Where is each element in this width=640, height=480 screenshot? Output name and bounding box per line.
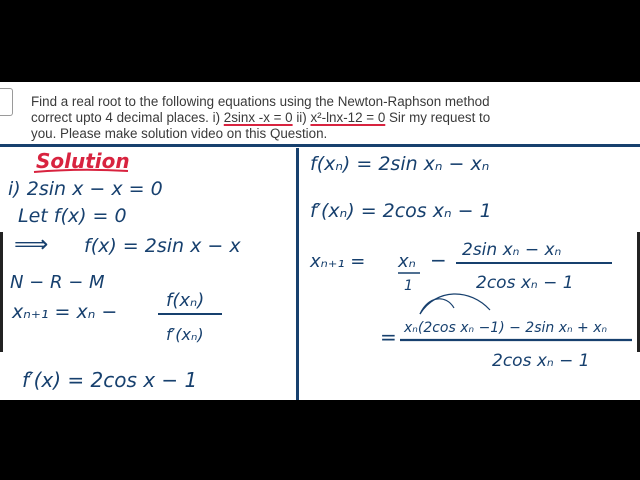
equation-2: x²-lnx-12 = 0 (310, 110, 386, 125)
equation-1: 2sinx -x = 0 (223, 110, 293, 125)
iteration-denominator: f′(xₙ) (166, 325, 204, 344)
whiteboard-frame (0, 82, 640, 400)
equals-sign: = (380, 325, 397, 349)
derivative: f′(x) = 2cos x − 1 (22, 368, 198, 392)
question-line-3: you. Please make solution video on this Question. (31, 126, 328, 141)
step-i-equation: i) 2sin x − x = 0 (8, 178, 163, 200)
question-line-1: Find a real root to the following equations using the Newton-Raphson method (31, 94, 490, 109)
minus-sign: − (430, 248, 447, 272)
method-label: N − R − M (10, 272, 105, 293)
xn-over-one-denominator: 1 (404, 278, 413, 294)
xn-over-one-numerator: xₙ (398, 251, 416, 272)
fraction-2-denominator: 2cos xₙ − 1 (492, 351, 590, 371)
implies-arrow: ⟹ (14, 230, 49, 258)
handwritten-solution (0, 82, 640, 400)
solution-heading: Solution (36, 149, 130, 173)
right-iteration-lhs: xₙ₊₁ = (310, 251, 366, 272)
question-line-2: correct upto 4 decimal places. i) 2sinx -x = 0 ii) x²-lnx-12 = 0 Sir my request to (31, 110, 491, 125)
fx-definition: f(x) = 2sin x − x (84, 235, 241, 257)
iteration-lhs: xₙ₊₁ = xₙ − (12, 301, 118, 323)
let-statement: Let f(x) = 0 (18, 205, 127, 227)
fraction-1-numerator: 2sin xₙ − xₙ (462, 240, 562, 260)
fraction-1-denominator: 2cos xₙ − 1 (476, 273, 574, 293)
fxn-definition: f(xₙ) = 2sin xₙ − xₙ (310, 153, 490, 175)
distribution-arrow-2 (420, 294, 490, 314)
dfxn-definition: f′(xₙ) = 2cos xₙ − 1 (310, 200, 492, 222)
iteration-numerator: f(xₙ) (166, 290, 205, 311)
left-edge-mark (0, 232, 3, 352)
fraction-2-numerator: xₙ(2cos xₙ −1) − 2sin xₙ + xₙ (404, 320, 608, 336)
